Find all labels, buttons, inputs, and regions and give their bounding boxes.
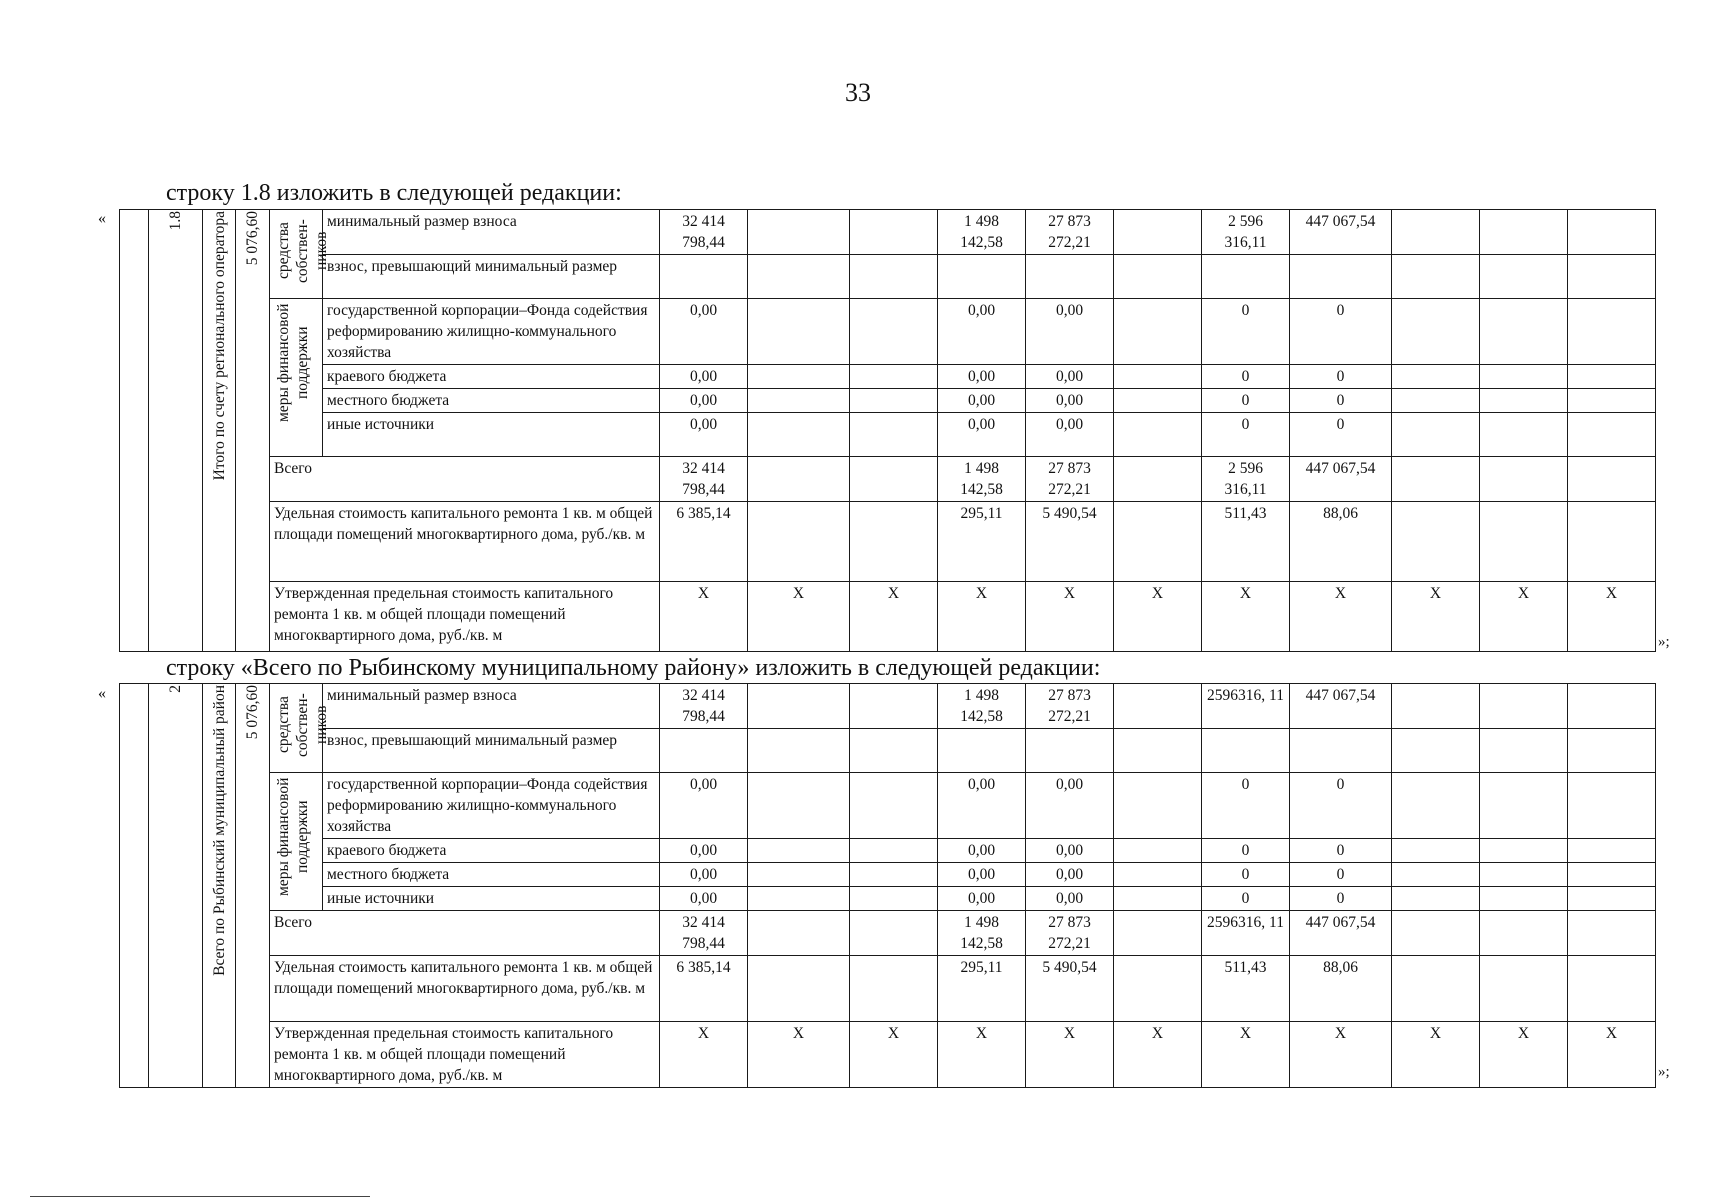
row-label: минимальный размер взноса xyxy=(323,684,660,729)
value-cell xyxy=(748,389,850,413)
value-cell xyxy=(1480,502,1568,582)
row-label: краевого бюджета xyxy=(323,839,660,863)
value-cell xyxy=(1114,389,1202,413)
value-cell xyxy=(748,887,850,911)
group-support xyxy=(270,773,323,911)
value-cell: 32 414 798,44 xyxy=(660,210,748,255)
table-row xyxy=(120,956,1656,1022)
value-cell: 32 414 798,44 xyxy=(660,911,748,956)
value-cell: 0,00 xyxy=(1026,299,1114,365)
value-cell xyxy=(1114,457,1202,502)
value-cell xyxy=(1568,389,1656,413)
value-cell: 295,11 xyxy=(938,956,1026,1022)
table-row xyxy=(120,729,1656,773)
value-cell: 0 xyxy=(1202,389,1290,413)
value-cell xyxy=(1480,413,1568,457)
value-cell xyxy=(748,502,850,582)
value-cell: 0,00 xyxy=(660,365,748,389)
value-cell xyxy=(1392,210,1480,255)
value-cell xyxy=(748,255,850,299)
table-row xyxy=(120,365,1656,389)
value-cell: 6 385,14 xyxy=(660,956,748,1022)
value-cell: 0,00 xyxy=(1026,389,1114,413)
value-cell xyxy=(1114,863,1202,887)
value-cell xyxy=(1290,729,1392,773)
row-number-text: 1.8 xyxy=(167,211,184,231)
value-cell xyxy=(1392,773,1480,839)
value-cell xyxy=(1026,255,1114,299)
row-label: Удельная стоимость капитального ремонта 1 кв. м общей площади помещений многоквартирного дома, руб./кв. м xyxy=(270,956,660,1022)
value-cell: 0,00 xyxy=(660,299,748,365)
value-cell xyxy=(1568,839,1656,863)
value-cell xyxy=(1392,365,1480,389)
value-cell: 0,00 xyxy=(660,863,748,887)
value-cell xyxy=(748,839,850,863)
table-row xyxy=(120,413,1656,457)
value-cell: 0,00 xyxy=(660,413,748,457)
value-cell: 0,00 xyxy=(1026,365,1114,389)
section-heading: строку 1.8 изложить в следующей редакции: xyxy=(166,180,622,206)
data-table xyxy=(119,209,1656,652)
group-support xyxy=(270,299,323,457)
value-cell xyxy=(850,911,938,956)
table-row xyxy=(120,389,1656,413)
group-support-text: меры финансовой поддержки xyxy=(275,777,311,897)
value-cell xyxy=(748,457,850,502)
value-cell xyxy=(1392,457,1480,502)
value-cell xyxy=(1568,457,1656,502)
value-cell xyxy=(1480,729,1568,773)
group-support-text: меры финансовой поддержки xyxy=(275,303,311,423)
quote-open: « xyxy=(98,685,106,702)
value-cell xyxy=(1480,773,1568,839)
value-cell: 88,06 xyxy=(1290,956,1392,1022)
quote-close: »; xyxy=(1658,1064,1670,1080)
value-cell: 0,00 xyxy=(1026,839,1114,863)
value-cell: X xyxy=(1202,582,1290,652)
value-cell: X xyxy=(1290,1022,1392,1088)
value-cell xyxy=(1480,457,1568,502)
value-cell: 1 498 142,58 xyxy=(938,210,1026,255)
value-cell: X xyxy=(1480,1022,1568,1088)
value-cell xyxy=(748,684,850,729)
value-cell: 27 873 272,21 xyxy=(1026,457,1114,502)
value-cell: 0 xyxy=(1290,413,1392,457)
value-cell: 511,43 xyxy=(1202,956,1290,1022)
value-cell xyxy=(1568,911,1656,956)
value-cell: 1 498 142,58 xyxy=(938,457,1026,502)
value-cell xyxy=(850,365,938,389)
value-cell: 0,00 xyxy=(938,773,1026,839)
value-cell xyxy=(1392,502,1480,582)
value-cell xyxy=(1480,255,1568,299)
value-cell xyxy=(1568,255,1656,299)
quote-open: « xyxy=(98,210,106,227)
value-cell: X xyxy=(938,582,1026,652)
row-name xyxy=(203,210,236,652)
value-cell xyxy=(1392,863,1480,887)
value-cell: 0,00 xyxy=(1026,413,1114,457)
row-label: взнос, превышающий минимальный размер xyxy=(323,255,660,299)
value-cell: 0 xyxy=(1290,365,1392,389)
value-cell: 2 596 316,11 xyxy=(1202,457,1290,502)
value-cell: 27 873 272,21 xyxy=(1026,210,1114,255)
value-cell: 0,00 xyxy=(1026,887,1114,911)
value-cell: X xyxy=(1026,1022,1114,1088)
value-cell xyxy=(660,729,748,773)
blank-cell xyxy=(120,210,149,652)
value-cell xyxy=(1568,413,1656,457)
value-cell xyxy=(850,457,938,502)
value-cell: 0 xyxy=(1202,773,1290,839)
row-label: иные источники xyxy=(323,887,660,911)
row-label: государственной корпорации–Фонда содействия реформированию жилищно-коммунального хозяйства xyxy=(323,773,660,839)
value-cell xyxy=(1026,729,1114,773)
value-cell: 1 498 142,58 xyxy=(938,684,1026,729)
value-cell: 0,00 xyxy=(1026,863,1114,887)
value-cell xyxy=(1568,210,1656,255)
value-cell: 0 xyxy=(1290,839,1392,863)
group-owners xyxy=(270,684,330,773)
value-cell: 0,00 xyxy=(938,413,1026,457)
value-cell xyxy=(850,863,938,887)
value-cell xyxy=(748,773,850,839)
value-cell: 511,43 xyxy=(1202,502,1290,582)
value-cell: 5 490,54 xyxy=(1026,956,1114,1022)
value-cell xyxy=(748,365,850,389)
value-cell xyxy=(1480,210,1568,255)
value-cell: 0 xyxy=(1202,413,1290,457)
value-cell: 2596316, 11 xyxy=(1202,911,1290,956)
value-cell xyxy=(1202,729,1290,773)
value-cell: 0,00 xyxy=(1026,773,1114,839)
value-cell: X xyxy=(1202,1022,1290,1088)
value-cell xyxy=(1114,299,1202,365)
row-label: государственной корпорации–Фонда содействия реформированию жилищно-коммунального хозяйства xyxy=(323,299,660,365)
value-cell: 0 xyxy=(1290,299,1392,365)
value-cell: 27 873 272,21 xyxy=(1026,911,1114,956)
value-cell: 0 xyxy=(1202,365,1290,389)
row-number xyxy=(149,684,203,1088)
value-cell: 0 xyxy=(1202,887,1290,911)
value-cell xyxy=(1480,863,1568,887)
value-cell: 0 xyxy=(1290,773,1392,839)
table-row xyxy=(120,255,1656,299)
area-text: 5 076,60 xyxy=(244,211,261,266)
table-row xyxy=(120,684,1656,729)
row-label: Удельная стоимость капитального ремонта 1 кв. м общей площади помещений многоквартирного дома, руб./кв. м xyxy=(270,502,660,582)
value-cell xyxy=(1480,365,1568,389)
value-cell xyxy=(1114,502,1202,582)
value-cell xyxy=(1392,729,1480,773)
value-cell xyxy=(748,299,850,365)
value-cell: 27 873 272,21 xyxy=(1026,684,1114,729)
value-cell: 2596316, 11 xyxy=(1202,684,1290,729)
table-row xyxy=(120,839,1656,863)
value-cell: X xyxy=(850,582,938,652)
value-cell xyxy=(748,413,850,457)
value-cell: X xyxy=(1026,582,1114,652)
value-cell xyxy=(1568,729,1656,773)
value-cell xyxy=(748,729,850,773)
value-cell xyxy=(1392,684,1480,729)
value-cell xyxy=(660,255,748,299)
row-label: краевого бюджета xyxy=(323,365,660,389)
value-cell xyxy=(1114,365,1202,389)
value-cell xyxy=(1568,684,1656,729)
row-label: Всего xyxy=(270,911,660,956)
value-cell: 2 596 316,11 xyxy=(1202,210,1290,255)
value-cell xyxy=(850,299,938,365)
table-row xyxy=(120,911,1656,956)
row-name xyxy=(203,684,236,1088)
value-cell xyxy=(850,502,938,582)
value-cell xyxy=(1392,413,1480,457)
value-cell xyxy=(1392,956,1480,1022)
value-cell xyxy=(1392,887,1480,911)
section-heading: строку «Всего по Рыбинскому муниципальному району» изложить в следующей редакции: xyxy=(166,655,1101,681)
area-value xyxy=(236,210,270,652)
value-cell xyxy=(1114,887,1202,911)
group-owners-text: средства собствен-ников xyxy=(275,219,330,283)
value-cell xyxy=(938,729,1026,773)
value-cell: 0 xyxy=(1202,863,1290,887)
value-cell xyxy=(1568,773,1656,839)
value-cell xyxy=(748,863,850,887)
value-cell: 88,06 xyxy=(1290,502,1392,582)
row-name-text: Итого по счету регионального оператора xyxy=(210,211,228,481)
row-label: местного бюджета xyxy=(323,389,660,413)
row-number-text: 2 xyxy=(167,685,184,693)
value-cell: 447 067,54 xyxy=(1290,457,1392,502)
value-cell xyxy=(1290,255,1392,299)
value-cell: 447 067,54 xyxy=(1290,911,1392,956)
value-cell: X xyxy=(748,1022,850,1088)
row-label: Утвержденная предельная стоимость капитального ремонта 1 кв. м общей площади помещений многоквартирного дома, руб./кв. м xyxy=(270,582,660,652)
table-row xyxy=(120,502,1656,582)
value-cell xyxy=(1114,956,1202,1022)
value-cell xyxy=(850,413,938,457)
row-label: Всего xyxy=(270,457,660,502)
value-cell xyxy=(1114,911,1202,956)
value-cell: 447 067,54 xyxy=(1290,210,1392,255)
value-cell: 0 xyxy=(1202,839,1290,863)
value-cell xyxy=(1392,255,1480,299)
value-cell: X xyxy=(660,1022,748,1088)
value-cell xyxy=(850,839,938,863)
value-cell: 0 xyxy=(1290,863,1392,887)
value-cell xyxy=(1392,299,1480,365)
value-cell xyxy=(850,210,938,255)
value-cell xyxy=(1114,210,1202,255)
value-cell xyxy=(1114,413,1202,457)
value-cell: 447 067,54 xyxy=(1290,684,1392,729)
page-number: 33 xyxy=(845,78,871,107)
value-cell: 295,11 xyxy=(938,502,1026,582)
value-cell xyxy=(850,773,938,839)
value-cell xyxy=(748,911,850,956)
blank-cell xyxy=(120,684,149,1088)
value-cell: X xyxy=(850,1022,938,1088)
value-cell xyxy=(938,255,1026,299)
row-number xyxy=(149,210,203,652)
value-cell: 1 498 142,58 xyxy=(938,911,1026,956)
value-cell: X xyxy=(1114,1022,1202,1088)
value-cell xyxy=(1480,956,1568,1022)
row-label: Утвержденная предельная стоимость капитального ремонта 1 кв. м общей площади помещений многоквартирного дома, руб./кв. м xyxy=(270,1022,660,1088)
value-cell xyxy=(1480,839,1568,863)
value-cell: 32 414 798,44 xyxy=(660,457,748,502)
value-cell xyxy=(1480,887,1568,911)
value-cell: X xyxy=(748,582,850,652)
area-text: 5 076,60 xyxy=(244,685,261,740)
table-row xyxy=(120,210,1656,255)
value-cell xyxy=(1114,839,1202,863)
table-row xyxy=(120,1022,1656,1088)
value-cell: 0,00 xyxy=(660,389,748,413)
value-cell xyxy=(1480,911,1568,956)
value-cell xyxy=(1568,365,1656,389)
table-row xyxy=(120,457,1656,502)
value-cell: 0 xyxy=(1290,389,1392,413)
value-cell: 0,00 xyxy=(938,389,1026,413)
value-cell xyxy=(850,255,938,299)
data-table xyxy=(119,683,1656,1088)
value-cell xyxy=(1392,389,1480,413)
value-cell: X xyxy=(1568,582,1656,652)
value-cell: X xyxy=(1114,582,1202,652)
row-label: минимальный размер взноса xyxy=(323,210,660,255)
row-label: взнос, превышающий минимальный размер xyxy=(323,729,660,773)
value-cell xyxy=(850,887,938,911)
table-row xyxy=(120,887,1656,911)
value-cell: 32 414 798,44 xyxy=(660,684,748,729)
value-cell xyxy=(1392,839,1480,863)
value-cell xyxy=(1392,911,1480,956)
value-cell: 0 xyxy=(1202,299,1290,365)
value-cell xyxy=(748,956,850,1022)
table-row xyxy=(120,773,1656,839)
value-cell xyxy=(1568,863,1656,887)
group-owners-text: средства собствен-ников xyxy=(275,693,330,757)
table-row xyxy=(120,299,1656,365)
value-cell xyxy=(850,389,938,413)
value-cell xyxy=(1568,502,1656,582)
value-cell: X xyxy=(1480,582,1568,652)
row-name-text: Всего по Рыбинский муниципальный район xyxy=(210,685,228,976)
value-cell: 6 385,14 xyxy=(660,502,748,582)
value-cell xyxy=(1568,887,1656,911)
area-value xyxy=(236,684,270,1088)
value-cell xyxy=(1480,684,1568,729)
value-cell xyxy=(1568,956,1656,1022)
value-cell: X xyxy=(1568,1022,1656,1088)
value-cell: 5 490,54 xyxy=(1026,502,1114,582)
value-cell xyxy=(1114,729,1202,773)
value-cell: 0 xyxy=(1290,887,1392,911)
value-cell: 0,00 xyxy=(938,887,1026,911)
value-cell xyxy=(850,729,938,773)
value-cell xyxy=(748,210,850,255)
group-owners xyxy=(270,210,330,299)
value-cell xyxy=(850,684,938,729)
value-cell xyxy=(1114,773,1202,839)
value-cell xyxy=(850,956,938,1022)
value-cell: X xyxy=(938,1022,1026,1088)
value-cell xyxy=(1480,389,1568,413)
row-label: иные источники xyxy=(323,413,660,457)
value-cell: 0,00 xyxy=(660,887,748,911)
value-cell: 0,00 xyxy=(938,365,1026,389)
value-cell: X xyxy=(1290,582,1392,652)
value-cell: X xyxy=(660,582,748,652)
value-cell xyxy=(1114,684,1202,729)
row-label: местного бюджета xyxy=(323,863,660,887)
table-row xyxy=(120,863,1656,887)
value-cell: 0,00 xyxy=(938,299,1026,365)
footnote-divider xyxy=(30,1196,370,1197)
value-cell: 0,00 xyxy=(938,863,1026,887)
value-cell xyxy=(1202,255,1290,299)
quote-close: »; xyxy=(1658,634,1670,650)
value-cell: X xyxy=(1392,1022,1480,1088)
value-cell xyxy=(1114,255,1202,299)
value-cell xyxy=(1480,299,1568,365)
value-cell xyxy=(1568,299,1656,365)
value-cell: X xyxy=(1392,582,1480,652)
table-row xyxy=(120,582,1656,652)
value-cell: 0,00 xyxy=(660,839,748,863)
value-cell: 0,00 xyxy=(660,773,748,839)
value-cell: 0,00 xyxy=(938,839,1026,863)
